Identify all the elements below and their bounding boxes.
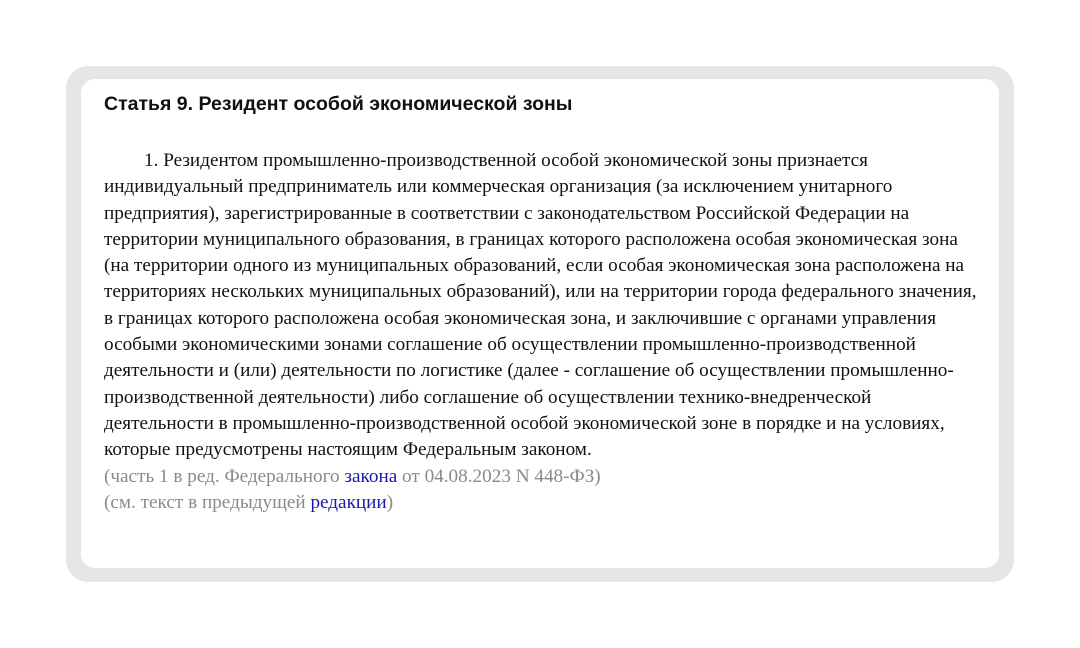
paragraph-line: 1. Резидентом промышленно-производственной особой экономической зоны признается bbox=[144, 150, 868, 171]
law-link[interactable]: закона bbox=[344, 465, 398, 487]
paragraph-line: которого расположена особая экономическая зона, и заключившие с органами управления bbox=[197, 307, 937, 329]
paragraph-line: производственной деятельности и (или) деятельности по логистике (далее - соглашение об bbox=[104, 334, 916, 382]
paragraph-line: Федеральным законом. bbox=[402, 439, 592, 461]
paragraph-line: Российской Федерации на территории муниципального образования, в границах которого bbox=[104, 202, 910, 250]
previous-edition-note bbox=[104, 490, 984, 516]
paragraph-line: унитарного предприятия), зарегистрированные в соответствии с законодательством bbox=[104, 176, 893, 224]
paragraph-line: индивидуальный предприниматель или коммерческая организация (за исключением bbox=[104, 176, 794, 198]
article-title: Статья 9. Резидент особой экономической зоны bbox=[104, 93, 573, 115]
paragraph-line: особыми экономическими зонами соглашение об осуществлении промышленно- bbox=[104, 334, 767, 356]
paragraph-line: муниципальных образований), или на территории города федерального значения, в границах bbox=[104, 281, 977, 329]
amendment-note-date: от 04.08.2023 N 448-ФЗ) bbox=[397, 465, 601, 487]
previous-edition-text: (см. текст в предыдущей bbox=[104, 491, 311, 513]
amendment-note bbox=[104, 464, 984, 490]
document-frame bbox=[66, 66, 1014, 582]
paragraph-line: образований, если особая экономическая зона расположена на территориях нескольких bbox=[104, 255, 965, 303]
previous-edition-close: ) bbox=[386, 491, 394, 513]
document-card bbox=[81, 79, 999, 568]
previous-edition-link[interactable]: редакции bbox=[310, 491, 387, 513]
paragraph-line: осуществлении промышленно-производственной деятельности) либо соглашение об bbox=[104, 360, 954, 408]
article-body bbox=[104, 148, 984, 516]
article-paragraph bbox=[104, 148, 984, 464]
paragraph-line: расположена особая экономическая зона (на территории одного из муниципальных bbox=[104, 228, 958, 277]
paragraph-line: осуществлении технико-внедренческой деятельности в промышленно-производственной bbox=[104, 386, 872, 434]
paragraph-line: особой экономической зоне в порядке и на условиях, которые предусмотрены настоящим bbox=[104, 412, 945, 461]
amendment-note-text: (часть 1 в ред. Федерального bbox=[104, 465, 345, 487]
